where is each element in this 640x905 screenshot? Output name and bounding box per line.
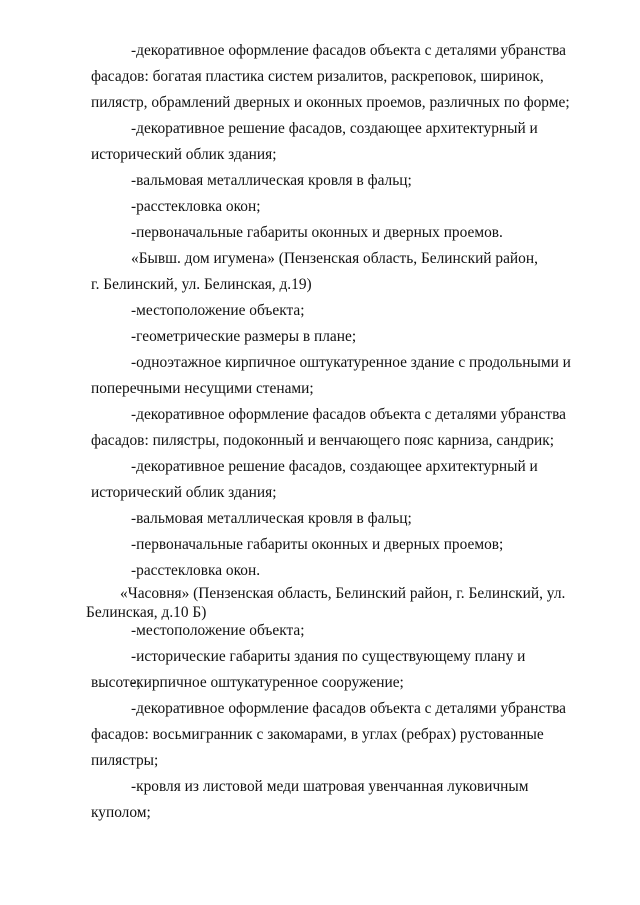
paragraph	[91, 454, 579, 506]
text-line: -вальмовая металлическая кровля в фальц;	[131, 510, 412, 527]
paragraph	[91, 220, 579, 246]
paragraph	[91, 618, 579, 644]
paragraph	[91, 670, 579, 696]
text-line: исторический облик здания;	[91, 146, 277, 163]
text-line: -декоративное решение фасадов, создающее архитектурный и	[131, 458, 538, 475]
paragraph	[91, 350, 579, 402]
text-line: поперечными несущими стенами;	[91, 380, 314, 397]
text-line: исторический облик здания;	[91, 484, 277, 501]
text-line: -исторические габариты здания по существующему плану и высоте;	[91, 648, 526, 691]
object-heading	[86, 584, 595, 622]
text-line: фасадов: богатая пластика систем ризалитов, раскреповок, ширинок,	[91, 68, 544, 85]
paragraph	[91, 774, 579, 826]
text-line: -декоративное оформление фасадов объекта с деталями убранства	[131, 700, 566, 717]
object-heading	[91, 246, 579, 298]
text-line: фасадов: пилястры, подоконный и венчающего пояс карниза, сандрик;	[91, 432, 554, 449]
paragraph	[91, 116, 579, 168]
text-line: -кровля из листовой меди шатровая увенчанная луковичным	[131, 778, 529, 795]
text-line: -одноэтажное кирпичное оштукатуренное здание с продольными и	[131, 354, 571, 371]
paragraph	[91, 696, 579, 774]
paragraph	[91, 38, 579, 116]
text-line: Белинская, д.10 Б)	[86, 604, 207, 621]
text-line: -вальмовая металлическая кровля в фальц;	[131, 172, 412, 189]
paragraph	[91, 298, 579, 324]
text-line: -первоначальные габариты оконных и дверных проемов.	[131, 224, 503, 241]
text-line: куполом;	[91, 804, 151, 821]
paragraph	[91, 168, 579, 194]
paragraph	[91, 402, 579, 454]
paragraph	[91, 324, 579, 350]
text-line: «Часовня» (Пензенская область, Белинский район, г. Белинский, ул.	[120, 585, 566, 602]
text-line: -декоративное оформление фасадов объекта с деталями убранства	[131, 42, 566, 59]
text-line: -расстекловка окон;	[131, 198, 261, 215]
text-line: -местоположение объекта;	[131, 302, 305, 319]
text-line: -кирпичное оштукатуренное сооружение;	[131, 674, 404, 691]
text-line: -расстекловка окон.	[131, 562, 261, 579]
paragraph	[91, 532, 579, 558]
text-line: -местоположение объекта;	[131, 622, 305, 639]
paragraph	[91, 194, 579, 220]
paragraph	[91, 506, 579, 532]
text-line: фасадов: восьмигранник с закомарами, в углах (ребрах) рустованные	[91, 726, 544, 743]
text-line: пилястры;	[91, 752, 159, 769]
text-line: -декоративное решение фасадов, создающее архитектурный и	[131, 120, 538, 137]
text-line: г. Белинский, ул. Белинская, д.19)	[91, 276, 312, 293]
paragraph	[91, 558, 579, 584]
text-line: -геометрические размеры в плане;	[131, 328, 357, 345]
text-line: -декоративное оформление фасадов объекта с деталями убранства	[131, 406, 566, 423]
text-line: «Бывш. дом игумена» (Пензенская область, Белинский район,	[131, 250, 538, 267]
text-line: пилястр, обрамлений дверных и оконных проемов, различных по форме;	[91, 94, 570, 111]
text-line: -первоначальные габариты оконных и дверных проемов;	[131, 536, 504, 553]
